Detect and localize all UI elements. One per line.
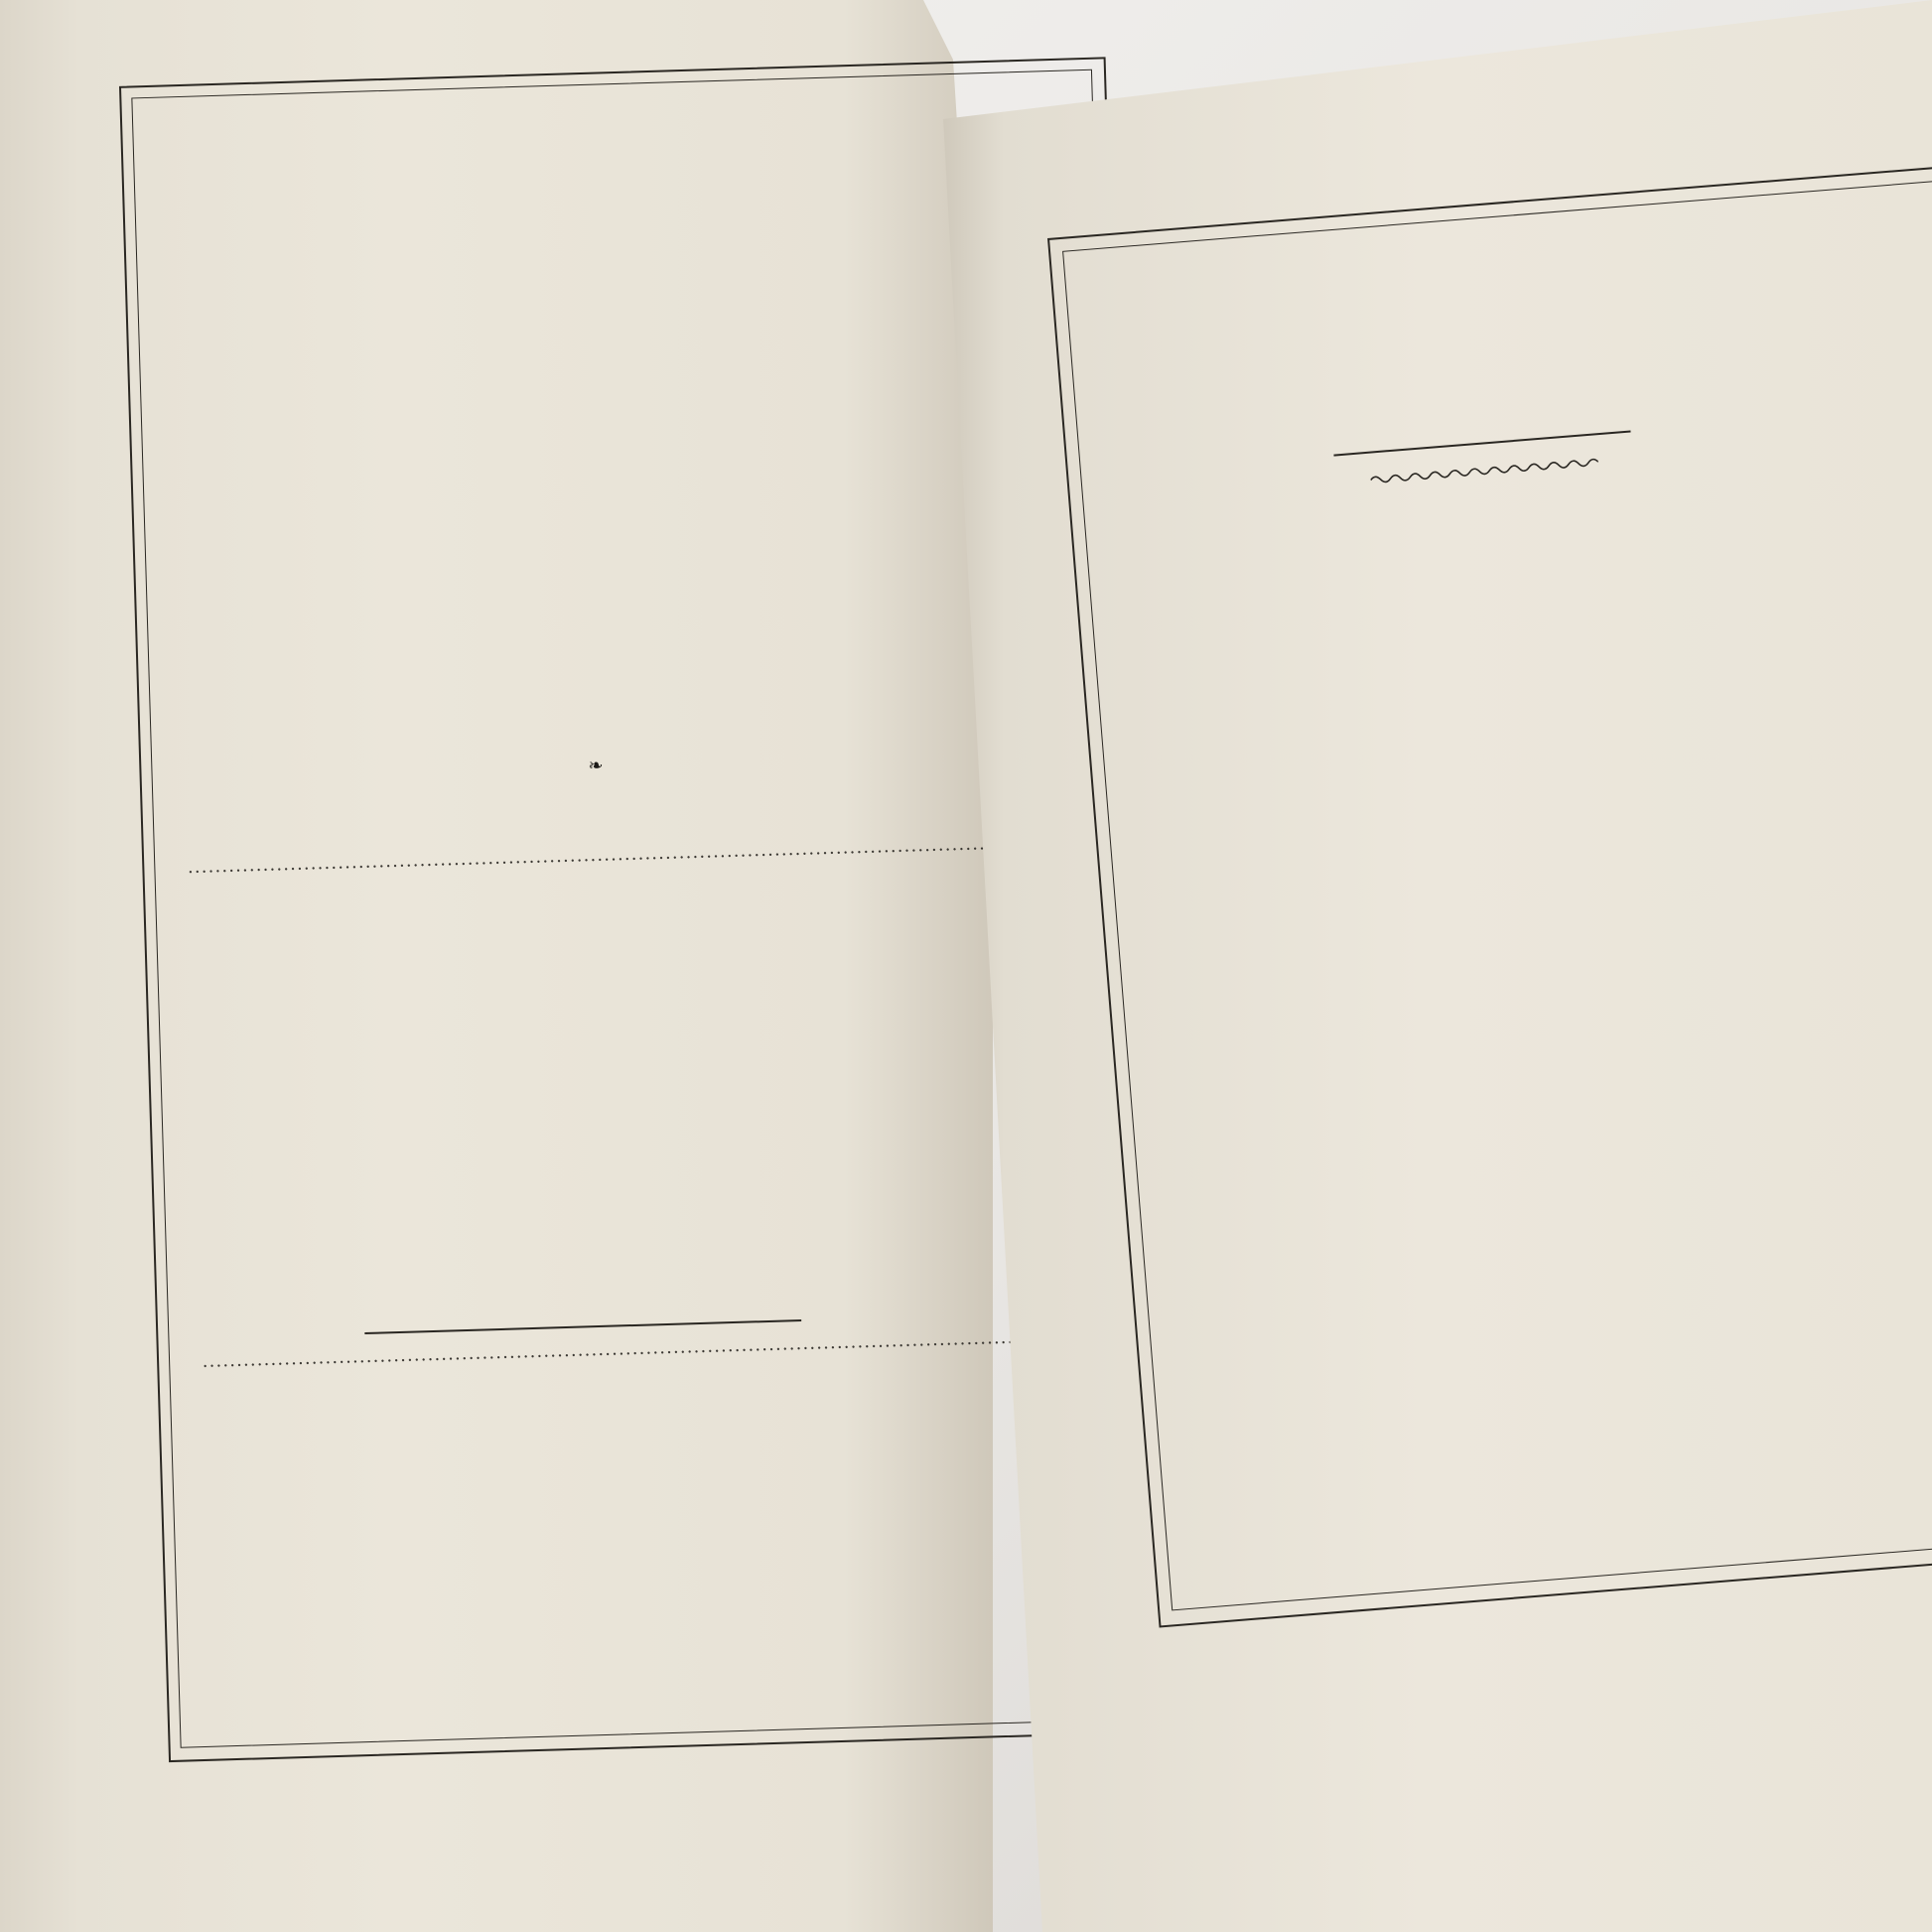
- ornament-mark: ❧: [588, 755, 604, 776]
- journal-page: [1047, 159, 1932, 1644]
- page-border-inner: [1062, 174, 1932, 1611]
